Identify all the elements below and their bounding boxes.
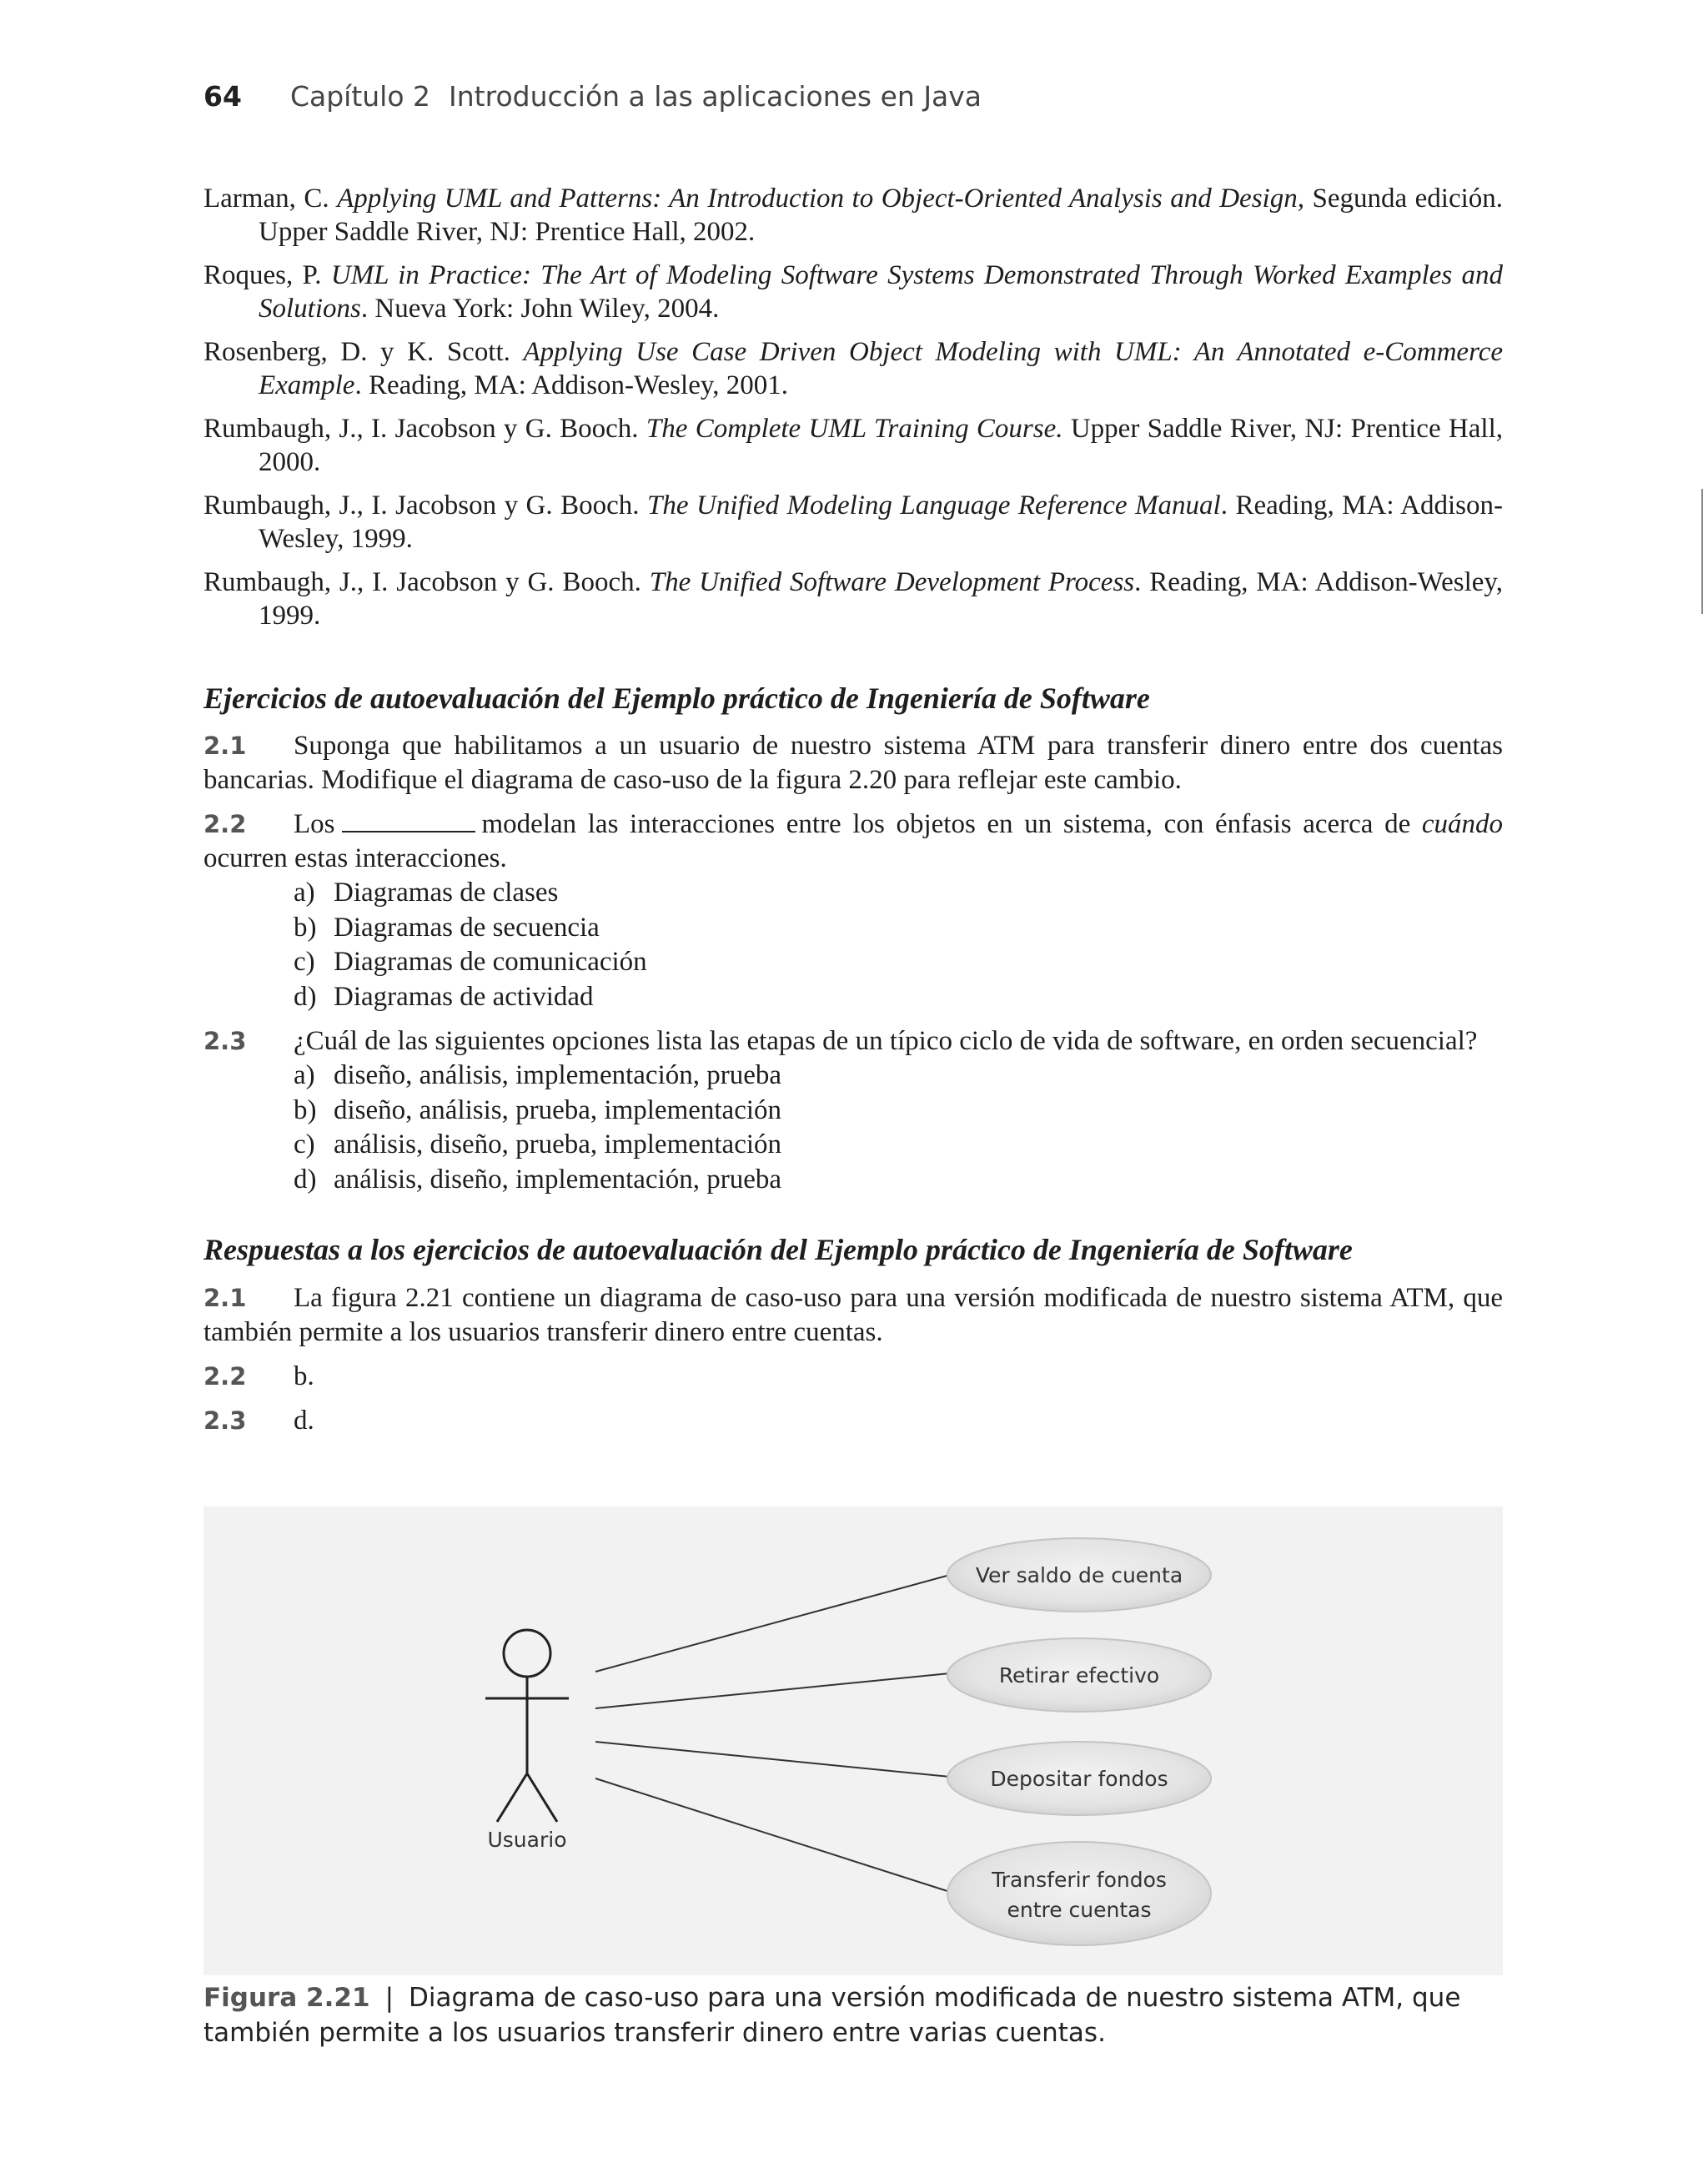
association-line (595, 1778, 950, 1892)
reference-list (203, 182, 1503, 642)
answer-number: 2.3 (203, 1406, 247, 1435)
use-case-view-balance (947, 1538, 1211, 1612)
option-list (203, 1059, 1503, 1197)
exercise-number: 2.3 (203, 1027, 247, 1055)
running-header (203, 80, 982, 113)
option-item: a) Diagramas de clases (294, 878, 559, 908)
actor-label: Usuario (487, 1828, 567, 1852)
reference-item: Rumbaugh, J., I. Jacobson y G. Booch. The Unified Modeling Language Reference Manual. Reading, MA: Addison-Wesley, 1999. (203, 490, 1504, 554)
option-item: d) Diagramas de actividad (294, 981, 594, 1012)
fill-in-blank (342, 807, 475, 832)
page-number: 64 (203, 80, 242, 113)
exercises-heading: Ejercicios de autoevaluación del Ejemplo práctico de Ingeniería de Software (203, 682, 1150, 715)
diagram-canvas (203, 1506, 1503, 1975)
association-line (595, 1742, 950, 1777)
option-list (203, 876, 1503, 1014)
use-case-label: Retirar efectivo (998, 1663, 1160, 1688)
answer-number: 2.1 (203, 1284, 247, 1312)
exercise-2-3: 2.3 ¿Cuál de las siguientes opciones lista las etapas de un típico ciclo de vida de software, en orden secuencial? (203, 1024, 1503, 1059)
exercise-number: 2.1 (203, 732, 247, 760)
reference-item: Rosenberg, D. y K. Scott. Applying Use Case Driven Object Modeling with UML: An Annotated e-Commerce Example. Reading, MA: Addison-Wesley, 2001. (203, 337, 1503, 400)
exercise-list (203, 729, 1503, 1197)
use-case-transfer-funds (947, 1842, 1211, 1945)
figure-label: Figura 2.21 (203, 1983, 370, 2013)
answers-heading: Respuestas a los ejercicios de autoevaluación del Ejemplo práctico de Ingeniería de Software (203, 1233, 1353, 1266)
reference-item: Larman, C. Applying UML and Patterns: An Introduction to Object-Oriented Analysis and Design, Segunda edición. Upper Saddle River, NJ: Prentice Hall, 2002. (203, 184, 1504, 247)
option-item: b) diseño, análisis, prueba, implementación (294, 1094, 782, 1125)
answer-2-1: 2.1 La figura 2.21 contiene un diagrama de caso-uso para una versión modificada de nuestro sistema ATM, que también permite a los usuarios transferir dinero entre cuentas. (203, 1283, 1503, 1347)
association-line (595, 1575, 950, 1672)
use-case-label: Depositar fondos (990, 1767, 1168, 1791)
option-item: b) Diagramas de secuencia (294, 912, 600, 943)
use-case-label: Ver saldo de cuenta (975, 1563, 1183, 1587)
use-case-deposit-funds (947, 1742, 1211, 1815)
association-line (595, 1673, 950, 1708)
chapter-label: Capítulo 2 (289, 80, 431, 113)
answer-2-2: 2.2 b. (203, 1360, 1503, 1394)
exercise-2-2: 2.2 Los modelan las interacciones entre los objetos en un sistema, con énfasis acerca de cuándo ocurren estas interacciones. (203, 809, 1503, 873)
option-item: d) análisis, diseño, implementación, prueba (294, 1164, 782, 1195)
use-case-withdraw-cash (947, 1638, 1211, 1712)
chapter-title: Introducción a las aplicaciones en Java (449, 80, 982, 113)
figure-caption (203, 1980, 1503, 2050)
caption-text: Diagrama de caso-uso para una versión modificada de nuestro sistema ATM, que también permite a los usuarios transferir dinero entre varias cuentas. (203, 1983, 1461, 2048)
page-edge-mark (1701, 489, 1703, 614)
use-case-label: Transferir fondos (992, 1868, 1167, 1892)
reference-item: Rumbaugh, J., I. Jacobson y G. Booch. The Unified Software Development Process. Reading, MA: Addison-Wesley, 1999. (203, 567, 1503, 631)
answer-2-3: 2.3 d. (203, 1404, 1503, 1438)
caption-separator: | (384, 1983, 394, 2013)
exercise-number: 2.2 (203, 810, 247, 838)
option-item: c) Diagramas de comunicación (294, 947, 647, 977)
answer-number: 2.2 (203, 1362, 247, 1391)
option-item: a) diseño, análisis, implementación, prueba (294, 1060, 782, 1090)
use-case-diagram (203, 1506, 1503, 1975)
use-case-label: entre cuentas (1007, 1898, 1152, 1922)
actor-stick-figure (485, 1630, 569, 1822)
reference-item: Rumbaugh, J., I. Jacobson y G. Booch. The Complete UML Training Course. Upper Saddle River, NJ: Prentice Hall, 2000. (203, 414, 1503, 477)
option-item: c) análisis, diseño, prueba, implementación (294, 1129, 782, 1159)
exercise-2-1: 2.1 Suponga que habilitamos a un usuario de nuestro sistema ATM para transferir dinero entre dos cuentas bancarias. Modifique el diagrama de caso-uso de la figura 2.20 para reflejar este cambio. (203, 731, 1503, 795)
answer-list (203, 1281, 1503, 1448)
reference-item: Roques, P. UML in Practice: The Art of Modeling Software Systems Demonstrated Through Worked Examples and Solutions. Nueva York: John Wiley, 2004. (203, 260, 1503, 324)
